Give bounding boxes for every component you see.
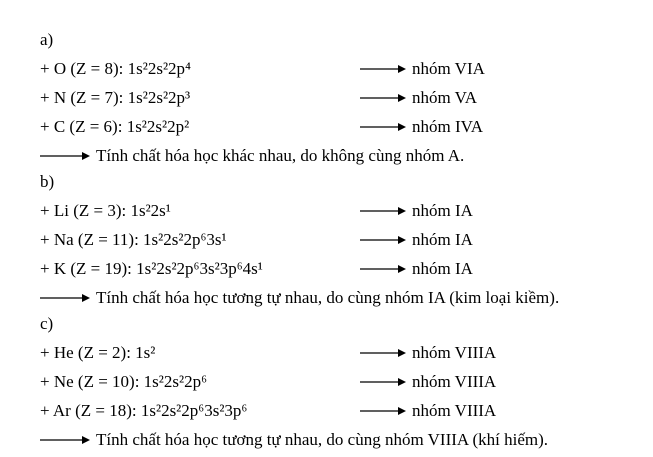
section-a-label: a) [40,30,54,49]
conclusion-a [40,146,464,166]
conclusion-a-text: Tính chất hóa học khác nhau, do không cùng nhóm A. [96,146,465,165]
conclusion-b [40,288,559,308]
group-sodium: nhóm IA [412,230,473,249]
section-c-label: c) [40,314,54,333]
right-arrow-icon [40,151,90,161]
row-oxygen [40,59,640,79]
section-b-label: b) [40,172,55,191]
row-argon [40,401,640,421]
right-arrow-icon [360,377,406,387]
group-lithium: nhóm IA [412,201,473,220]
right-arrow-icon [40,293,90,303]
row-sodium [40,230,640,250]
formula-sodium: + Na (Z = 11): 1s²2s²2p⁶3s¹ [40,230,227,249]
row-nitrogen [40,88,640,108]
conclusion-c [40,430,548,450]
group-helium: nhóm VIIIA [412,343,497,362]
formula-argon: + Ar (Z = 18): 1s²2s²2p⁶3s²3p⁶ [40,401,248,420]
group-neon: nhóm VIIIA [412,372,497,391]
formula-potassium: + K (Z = 19): 1s²2s²2p⁶3s²3p⁶4s¹ [40,259,263,278]
group-oxygen: nhóm VIA [412,59,485,78]
row-neon [40,372,640,392]
right-arrow-icon [360,264,406,274]
group-carbon: nhóm IVA [412,117,483,136]
right-arrow-icon [360,122,406,132]
row-carbon [40,117,640,137]
formula-lithium: + Li (Z = 3): 1s²2s¹ [40,201,171,220]
formula-helium: + He (Z = 2): 1s² [40,343,156,362]
row-potassium [40,259,640,279]
formula-carbon: + C (Z = 6): 1s²2s²2p² [40,117,190,136]
right-arrow-icon [360,93,406,103]
formula-neon: + Ne (Z = 10): 1s²2s²2p⁶ [40,372,208,391]
right-arrow-icon [360,64,406,74]
formula-oxygen: + O (Z = 8): 1s²2s²2p⁴ [40,59,191,78]
right-arrow-icon [360,406,406,416]
row-helium [40,343,640,363]
right-arrow-icon [360,206,406,216]
conclusion-c-text: Tính chất hóa học tương tự nhau, do cùng nhóm VIIIA (khí hiếm). [96,430,549,449]
group-potassium: nhóm IA [412,259,473,278]
group-argon: nhóm VIIIA [412,401,497,420]
right-arrow-icon [360,348,406,358]
conclusion-b-text: Tính chất hóa học tương tự nhau, do cùng nhóm IA (kim loại kiềm). [96,288,560,307]
row-lithium [40,201,640,221]
group-nitrogen: nhóm VA [412,88,478,107]
formula-nitrogen: + N (Z = 7): 1s²2s²2p³ [40,88,191,107]
right-arrow-icon [360,235,406,245]
right-arrow-icon [40,435,90,445]
